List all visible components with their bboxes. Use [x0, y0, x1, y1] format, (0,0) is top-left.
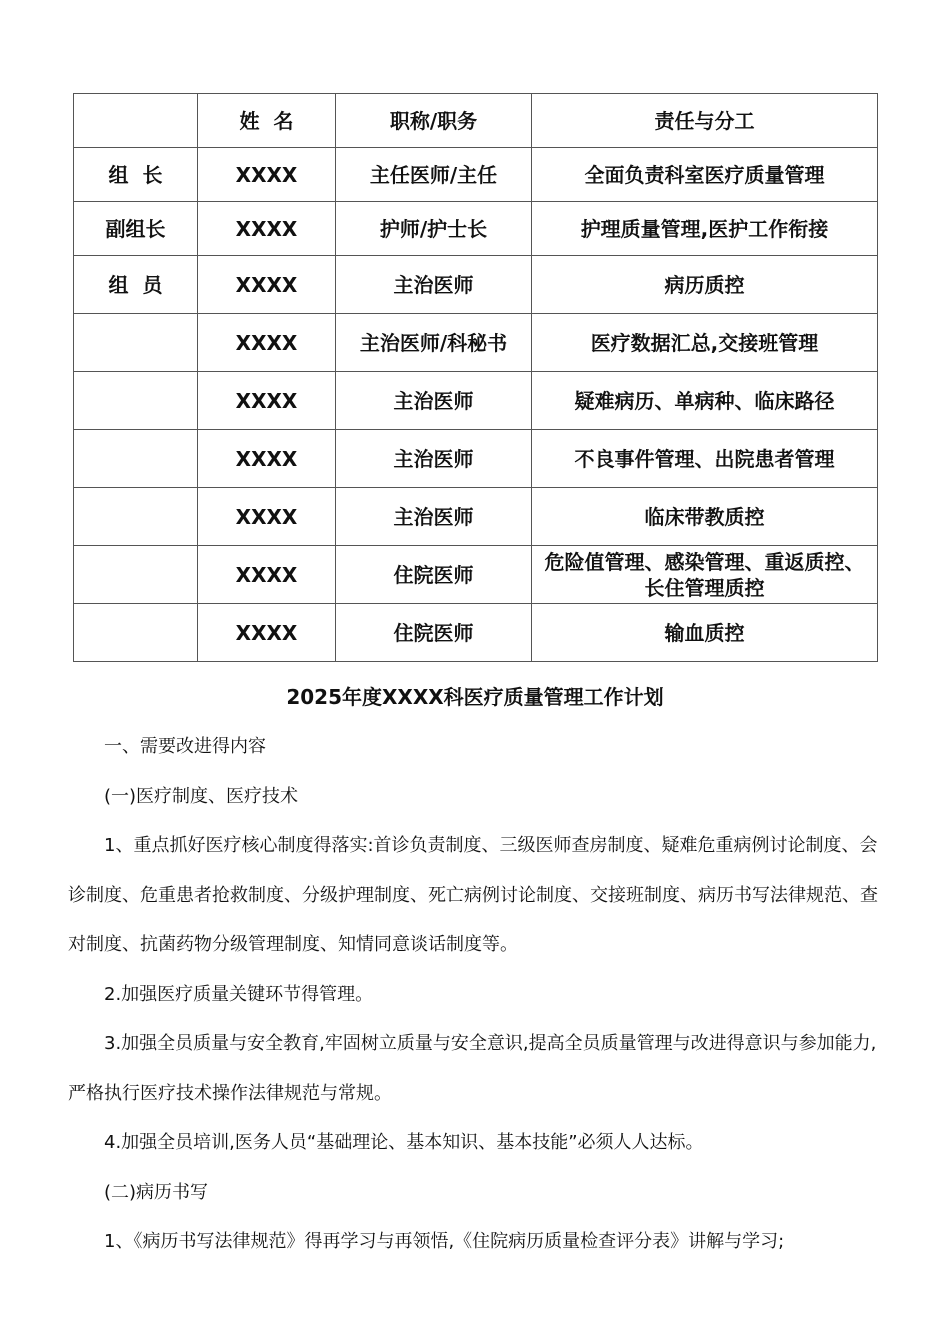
cell-duty: 输血质控 — [532, 604, 878, 662]
header-title: 职称/职务 — [336, 94, 532, 148]
cell-role — [74, 372, 198, 430]
cell-title: 住院医师 — [336, 604, 532, 662]
cell-duty: 护理质量管理,医护工作衔接 — [532, 202, 878, 256]
cell-role: 组 员 — [74, 256, 198, 314]
cell-name: XXXX — [198, 148, 336, 202]
cell-duty: 临床带教质控 — [532, 488, 878, 546]
table-row — [74, 546, 878, 604]
cell-name: XXXX — [198, 546, 336, 604]
paragraph: 1、重点抓好医疗核心制度得落实:首诊负责制度、三级医师查房制度、疑难危重病例讨论制度、会诊制度、危重患者抢救制度、分级护理制度、死亡病例讨论制度、交接班制度、病历书写法律规范、查对制度、抗菌药物分级管理制度、知情同意谈话制度等。 — [68, 835, 878, 955]
cell-title: 主治医师/科秘书 — [336, 314, 532, 372]
cell-name: XXXX — [198, 604, 336, 662]
cell-title: 主任医师/主任 — [336, 148, 532, 202]
cell-title: 主治医师 — [336, 372, 532, 430]
table-row — [74, 604, 878, 662]
cell-role — [74, 546, 198, 604]
cell-duty: 疑难病历、单病种、临床路径 — [532, 372, 878, 430]
section-heading: 一、需要改进得内容 — [104, 736, 266, 757]
table-header-row — [74, 94, 878, 148]
header-role — [74, 94, 198, 148]
table-row — [74, 148, 878, 202]
cell-name: XXXX — [198, 488, 336, 546]
table-row — [74, 314, 878, 372]
document-body — [68, 722, 884, 1267]
cell-role — [74, 314, 198, 372]
paragraph: 4.加强全员培训,医务人员“基础理论、基本知识、基本技能”必须人人达标。 — [104, 1132, 704, 1153]
cell-role: 组 长 — [74, 148, 198, 202]
quality-team-table — [73, 93, 878, 662]
cell-role — [74, 430, 198, 488]
cell-name: XXXX — [198, 430, 336, 488]
table-row — [74, 256, 878, 314]
table-row — [74, 202, 878, 256]
table-row — [74, 488, 878, 546]
cell-name: XXXX — [198, 202, 336, 256]
paragraph: 1、《病历书写法律规范》得再学习与再领悟,《住院病历质量检查评分表》讲解与学习; — [104, 1231, 785, 1252]
cell-title: 护师/护士长 — [336, 202, 532, 256]
cell-title: 主治医师 — [336, 430, 532, 488]
header-duty: 责任与分工 — [532, 94, 878, 148]
cell-role — [74, 604, 198, 662]
cell-duty: 危险值管理、感染管理、重返质控、长住管理质控 — [532, 546, 878, 604]
cell-name: XXXX — [198, 372, 336, 430]
cell-name: XXXX — [198, 314, 336, 372]
cell-name: XXXX — [198, 256, 336, 314]
table-row — [74, 430, 878, 488]
table-row — [74, 372, 878, 430]
cell-role: 副组长 — [74, 202, 198, 256]
cell-duty: 病历质控 — [532, 256, 878, 314]
header-name: 姓 名 — [198, 94, 336, 148]
cell-duty: 医疗数据汇总,交接班管理 — [532, 314, 878, 372]
cell-title: 住院医师 — [336, 546, 532, 604]
subsection-heading: (二)病历书写 — [104, 1181, 209, 1203]
paragraph: 2.加强医疗质量关键环节得管理。 — [104, 983, 374, 1005]
paragraph: 3.加强全员质量与安全教育,牢固树立质量与安全意识,提高全员质量管理与改进得意识与参加能力,严格执行医疗技术操作法律规范与常规。 — [68, 1033, 877, 1104]
cell-title: 主治医师 — [336, 488, 532, 546]
document-title: 2025年度XXXX科医疗质量管理工作计划 — [286, 685, 664, 709]
subsection-heading: (一)医疗制度、医疗技术 — [104, 785, 299, 807]
cell-role — [74, 488, 198, 546]
cell-title: 主治医师 — [336, 256, 532, 314]
cell-duty: 不良事件管理、出院患者管理 — [532, 430, 878, 488]
cell-duty: 全面负责科室医疗质量管理 — [532, 148, 878, 202]
